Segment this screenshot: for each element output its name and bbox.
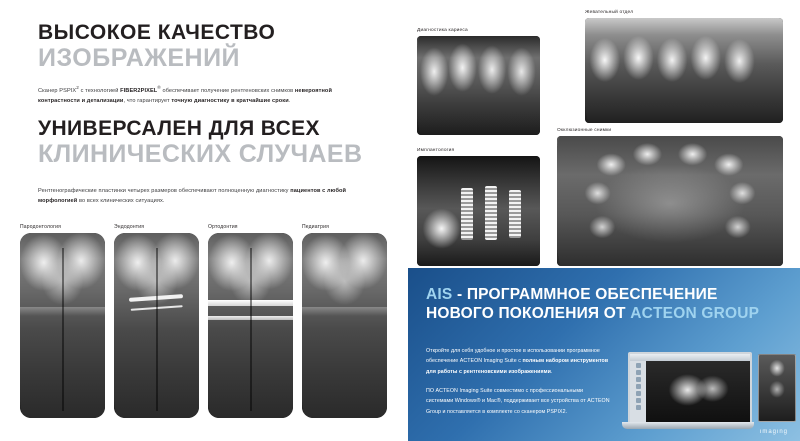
paragraph-universal: Рентгенографические пластинки четырех размеров обеспечивают полноценную диагностику пациентов с любой морфологией во всех клинических ситуациях. — [38, 188, 347, 205]
panel-occlusal-images — [557, 128, 783, 266]
xray-card-pedia-caption: Педиатрия — [302, 224, 330, 230]
ais-title — [426, 286, 782, 324]
tool-icon — [636, 405, 641, 410]
panel-implant-image — [417, 156, 540, 266]
headline-universal-line1: УНИВЕРСАЛЕН ДЛЯ ВСЕХ — [38, 117, 320, 140]
xray-image-perio — [20, 233, 105, 418]
radiograph-interdental-gap — [250, 248, 252, 411]
side-radiograph-thumbnail — [758, 354, 796, 422]
xray-image-ortho — [208, 233, 293, 418]
ais-body-text — [426, 346, 611, 426]
panel-implant-caption: Имплантология — [417, 148, 455, 153]
xray-card-ortho — [208, 224, 293, 418]
laptop-screen — [628, 352, 752, 426]
radiograph-streaks — [302, 233, 387, 418]
laptop-base — [622, 422, 754, 429]
radiograph-streaks — [417, 36, 540, 135]
panel-occlusal-image — [557, 136, 783, 266]
radiograph-interdental-gap — [156, 248, 158, 411]
paragraph-image-quality: Сканер PSPIX$^2$ с технологией FIBER2PIXEL® обеспечивает получение рентгеновских снимков невероятной контрастности и детализации, что гарантирует точную диагностику в кратчайшие сроки. — [38, 85, 332, 105]
radiograph-streaks — [557, 136, 783, 266]
tool-icon — [636, 398, 641, 403]
app-radiograph-viewport — [646, 361, 750, 424]
implant-screw-icon — [461, 188, 473, 240]
panel-implantology — [417, 148, 540, 266]
implant-screw-icon — [485, 186, 497, 240]
panel-caries-diagnostics — [417, 28, 540, 135]
app-toolbar — [630, 354, 750, 361]
implant-screw-icon — [509, 190, 521, 238]
xray-card-row — [20, 224, 390, 418]
tool-icon — [636, 377, 641, 382]
radiograph-interdental-gap — [62, 248, 64, 411]
tool-icon — [636, 391, 641, 396]
panel-molar-image — [585, 18, 783, 123]
xray-card-perio — [20, 224, 105, 418]
headline-universal — [38, 118, 388, 167]
xray-card-perio-caption: Пародонтология — [20, 224, 62, 230]
xray-card-ortho-caption: Ортодонтия — [208, 224, 238, 230]
ais-paragraph-1: Откройте для себя удобное и простое в использовании программное обеспечение ACTEON Imaging Suite с полным набором инструментов для работы с рентгеновскими изображениями. — [426, 348, 609, 375]
panel-molar-region — [585, 10, 783, 123]
laptop-mockup — [622, 352, 754, 432]
xray-card-endo — [114, 224, 199, 418]
implant-radiograph-texture — [417, 156, 540, 266]
ais-software-block — [408, 268, 800, 441]
tool-icon — [636, 370, 641, 375]
xray-card-pedia — [302, 224, 387, 418]
ais-title-accent: AIS — [426, 286, 453, 303]
headline-universal-line2: КЛИНИЧЕСКИХ СЛУЧАЕВ — [38, 140, 363, 169]
ais-title-line2: НОВОГО ПОКОЛЕНИЯ ОТ — [426, 304, 631, 322]
panel-caries-caption: Диагностика кариеса — [417, 28, 468, 33]
radiograph-streaks — [585, 18, 783, 123]
ais-title-rest: - ПРОГРАММНОЕ ОБЕСПЕЧЕНИЕ — [452, 286, 718, 303]
panel-molar-caption: Жевательный отдел — [585, 10, 634, 15]
ais-title-brand: ACTEON GROUP — [630, 304, 760, 322]
ais-paragraph-2: ПО ACTEON Imaging Suite совместимо с профессиональными системами Windows® и Mac®, поддерживает все устройства от ACTEON Group и поставляется в комплекте со сканером PSPIX2. — [426, 387, 610, 415]
app-tool-sidebar — [630, 361, 646, 424]
headline-image-quality — [38, 22, 378, 71]
radiograph-gumline — [302, 307, 387, 316]
xray-image-endo — [114, 233, 199, 418]
panel-occlusal-caption: Окклюзионные снимки — [557, 128, 612, 133]
ais-logo-text: imaging — [759, 429, 788, 435]
tool-icon — [636, 363, 641, 368]
panel-caries-image — [417, 36, 540, 135]
headline-image-quality-line1: ВЫСОКОЕ КАЧЕСТВО — [38, 21, 276, 44]
right-column — [400, 0, 800, 441]
xray-card-endo-caption: Эндодонтия — [114, 224, 145, 230]
tool-icon — [636, 384, 641, 389]
xray-image-pedia — [302, 233, 387, 418]
headline-image-quality-line2: ИЗОБРАЖЕНИЙ — [38, 44, 241, 73]
